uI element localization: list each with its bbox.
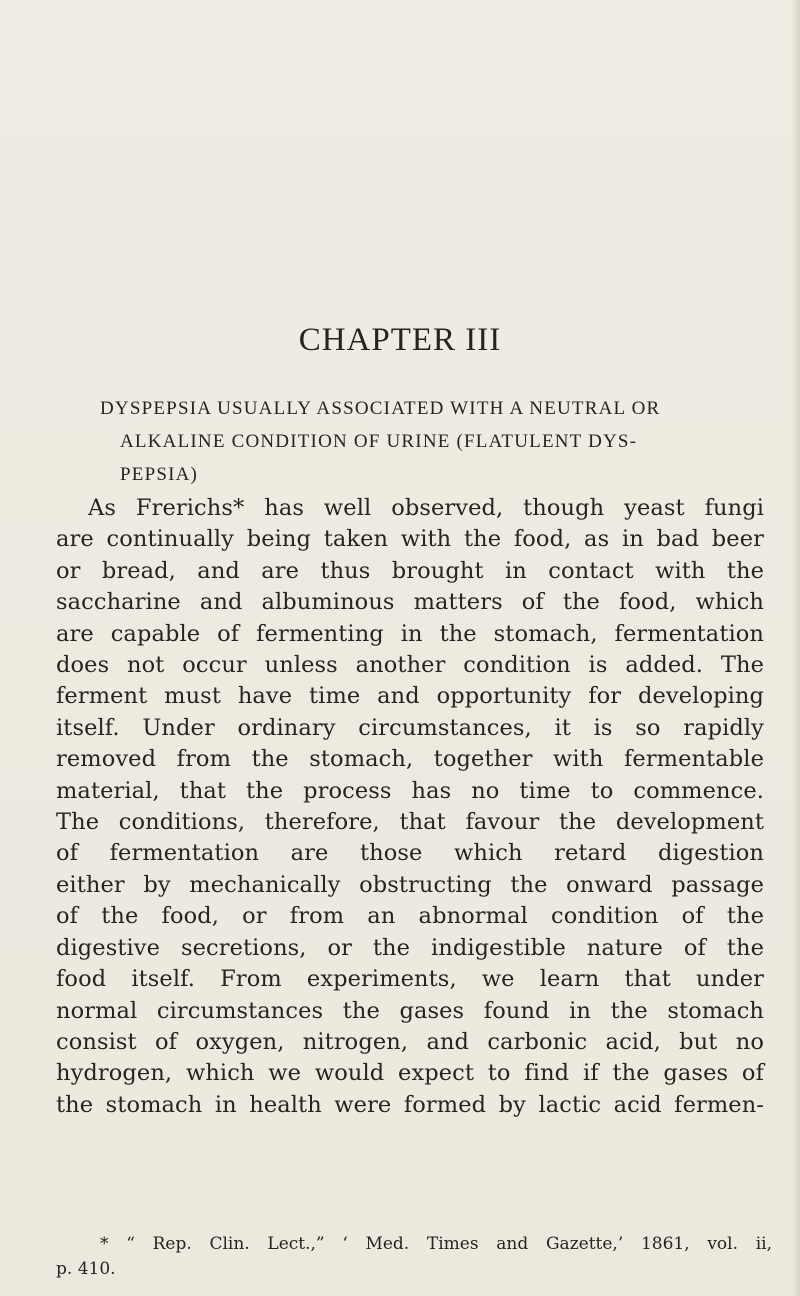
body-line: of fermentation are those which retard digestion [56,840,764,867]
body-line: the stomach in health were formed by lactic acid fermen- [56,1091,764,1118]
body-line: consist of oxygen, nitrogen, and carbonic acid, but no [56,1028,764,1055]
body-line: of the food, or from an abnormal condition of the [56,903,764,930]
subtitle-line: DYSPEPSIA USUALLY ASSOCIATED WITH A NEUTRAL OR [100,398,661,419]
body-line: food itself. From experiments, we learn that under [56,966,764,993]
body-line: or bread, and are thus brought in contact with the [56,557,764,584]
footnote-line: * “ Rep. Clin. Lect.,” ‘ Med. Times and Gazette,’ 1861, vol. ii, [100,1234,772,1254]
subtitle-line: PEPSIA) [120,464,199,485]
body-line: itself. Under ordinary circumstances, it is so rapidly [56,714,764,741]
chapter-title: CHAPTER III [298,322,502,358]
body-line: hydrogen, which we would expect to find if the gases of [56,1060,764,1087]
body-line: normal circumstances the gases found in the stomach [56,997,764,1024]
body-line: are continually being taken with the food, as in bad beer [56,526,764,553]
body-line: material, that the process has no time to commence. [56,777,764,804]
page-edge-shadow [792,0,800,1296]
footnote-line: p. 410. [56,1259,116,1279]
body-line: does not occur unless another condition is added. The [56,652,764,679]
body-line: digestive secretions, or the indigestible nature of the [56,934,764,961]
footnote [56,1232,772,1282]
body-paragraph [56,493,764,1121]
body-line: are capable of fermenting in the stomach, fermentation [56,620,764,647]
body-line: either by mechanically obstructing the onward passage [56,871,764,898]
body-line: As Frerichs* has well observed, though yeast fungi [88,495,764,521]
body-line: removed from the stomach, together with fermentable [56,746,764,773]
body-line: ferment must have time and opportunity for developing [56,683,764,710]
chapter-subtitle [100,392,720,491]
subtitle-line: ALKALINE CONDITION OF URINE (FLATULENT DYS- [120,431,638,452]
body-line: The conditions, therefore, that favour the development [56,809,764,836]
body-line: saccharine and albuminous matters of the food, which [56,589,764,616]
